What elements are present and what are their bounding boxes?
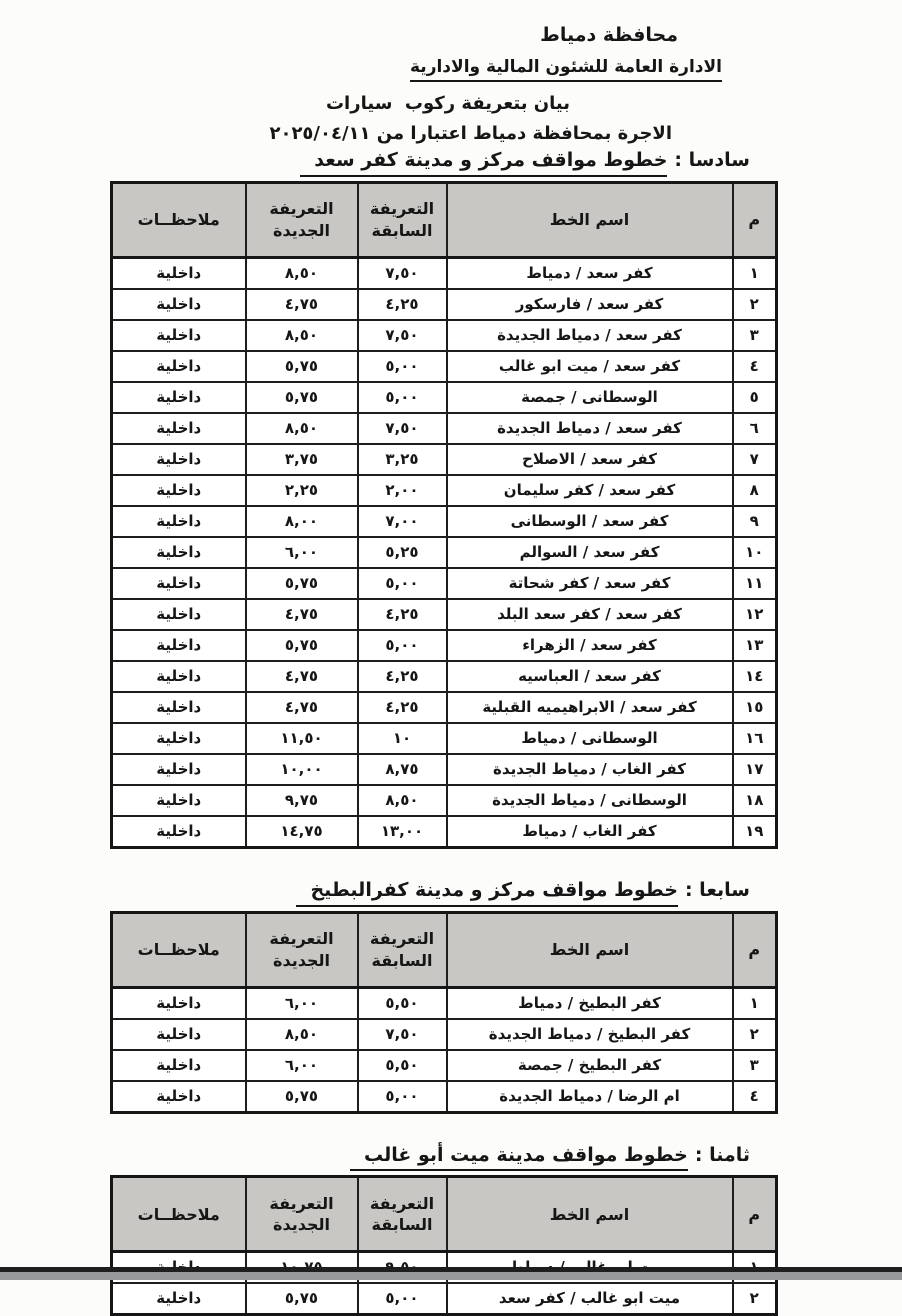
table-row: [112, 661, 777, 692]
column-header-line-name: اسم الخط: [447, 1177, 733, 1252]
section-title-text: خطوط مواقف مركز و مدينة كفر سعد: [300, 149, 667, 177]
cell-previous-tariff: ١٠: [358, 723, 447, 754]
header-label-line: التعريفة: [369, 929, 435, 948]
cell-new-tariff: ٨,٥٠: [246, 413, 358, 444]
cell-new-tariff: ٣,٧٥: [246, 444, 358, 475]
cell-new-tariff: ٥,٧٥: [246, 1283, 358, 1315]
cell-notes: داخلية: [112, 599, 246, 630]
table-row: [112, 413, 777, 444]
header-label-line: التعريفة: [369, 199, 435, 219]
cell-line-name: كفر سعد / الزهراء: [447, 630, 733, 661]
cell-row-number: ١٥: [733, 692, 777, 723]
cell-notes: داخلية: [112, 351, 246, 382]
cell-notes: داخلية: [112, 506, 246, 537]
table-header-row: [112, 182, 777, 257]
cell-notes: داخلية: [112, 1283, 246, 1315]
cell-previous-tariff: ٧,٥٠: [358, 1019, 447, 1050]
cell-row-number: ١٦: [733, 723, 777, 754]
table-row: [112, 506, 777, 537]
table-row: [112, 444, 777, 475]
cell-new-tariff: ٦,٠٠: [246, 987, 358, 1019]
sections: [0, 149, 902, 1316]
cell-row-number: ٤: [733, 351, 777, 382]
cell-row-number: ١٤: [733, 661, 777, 692]
cell-notes: داخلية: [112, 661, 246, 692]
tariff-section: [0, 149, 902, 849]
header-label-line: التعريفة: [369, 1193, 435, 1213]
cell-row-number: ١٨: [733, 785, 777, 816]
cell-line-name: الوسطانى / جمصة: [447, 382, 733, 413]
cell-row-number: ٣: [733, 1050, 777, 1081]
table-row: [112, 568, 777, 599]
table-row: [112, 1019, 777, 1050]
cell-new-tariff: ٤,٧٥: [246, 692, 358, 723]
header-label-line: التعريفة: [269, 1193, 334, 1213]
cell-line-name: كفر سعد / الاصلاح: [447, 444, 733, 475]
section-title: [296, 879, 750, 907]
table-row: [112, 289, 777, 320]
header-label-line: السابقة: [371, 950, 433, 970]
section-title-prefix: ثامنا :: [694, 1143, 750, 1166]
column-header-number: م: [733, 912, 777, 987]
table-row: [112, 692, 777, 723]
section-title: [300, 149, 750, 177]
cell-new-tariff: ٥,٧٥: [246, 382, 358, 413]
header-label-line: الجديدة: [273, 950, 330, 970]
cell-line-name: الوسطانى / دمياط: [447, 723, 733, 754]
cell-previous-tariff: ٥,٠٠: [358, 382, 447, 413]
table-row: [112, 754, 777, 785]
column-header-number: م: [733, 182, 777, 257]
column-header-line-name: اسم الخط: [447, 182, 733, 257]
cell-new-tariff: ٨,٥٠: [246, 257, 358, 289]
column-header-previous-tariff: [358, 1177, 447, 1252]
cell-notes: داخلية: [112, 475, 246, 506]
section-title-text: خطوط مواقف مدينة ميت أبو غالب: [350, 1144, 688, 1172]
table-row: [112, 382, 777, 413]
header-label-line: السابقة: [371, 1215, 433, 1235]
cell-line-name: كفر البطيخ / جمصة: [447, 1050, 733, 1081]
cell-row-number: ١٠: [733, 537, 777, 568]
cell-line-name: كفر سعد / العباسيه: [447, 661, 733, 692]
cell-new-tariff: ٤,٧٥: [246, 289, 358, 320]
cell-notes: داخلية: [112, 1081, 246, 1113]
cell-line-name: كفر البطيخ / دمياط الجديدة: [447, 1019, 733, 1050]
cell-row-number: ٨: [733, 475, 777, 506]
table-row: [112, 1081, 777, 1113]
cell-previous-tariff: ٤,٢٥: [358, 661, 447, 692]
cell-row-number: ١: [733, 257, 777, 289]
cell-row-number: ٥: [733, 382, 777, 413]
cell-row-number: ٩: [733, 506, 777, 537]
document-header: [0, 0, 902, 145]
tariff-table: [110, 911, 778, 1114]
administration-title: الادارة العامة للشئون المالية والادارية: [410, 57, 722, 82]
cell-previous-tariff: ٥,٥٠: [358, 987, 447, 1019]
cell-new-tariff: ٤,٧٥: [246, 599, 358, 630]
cell-row-number: ١٢: [733, 599, 777, 630]
cell-row-number: ٣: [733, 320, 777, 351]
cell-line-name: كفر البطيخ / دمياط: [447, 987, 733, 1019]
cell-notes: داخلية: [112, 320, 246, 351]
header-label-line: الجديدة: [273, 220, 330, 240]
cell-previous-tariff: ٨,٥٠: [358, 785, 447, 816]
cell-line-name: كفر سعد / فارسكور: [447, 289, 733, 320]
table-header-row: [112, 1177, 777, 1252]
cell-notes: داخلية: [112, 1019, 246, 1050]
section-title: [350, 1144, 750, 1172]
cell-line-name: كفر سعد / كفر سليمان: [447, 475, 733, 506]
table-row: [112, 537, 777, 568]
column-header-notes: ملاحظــات: [112, 1177, 246, 1252]
cell-new-tariff: ٥,٧٥: [246, 1081, 358, 1113]
cell-row-number: ٦: [733, 413, 777, 444]
table-body: [112, 1252, 777, 1315]
section-title-text: خطوط مواقف مركز و مدينة كفرالبطيخ: [296, 879, 678, 907]
cell-line-name: كفر سعد / دمياط: [447, 257, 733, 289]
column-header-previous-tariff: [358, 912, 447, 987]
cell-line-name: كفر سعد / السوالم: [447, 537, 733, 568]
section-title-prefix: سابعا :: [684, 878, 750, 901]
table-row: [112, 320, 777, 351]
cell-line-name: كفر سعد / كفر شحاتة: [447, 568, 733, 599]
cell-previous-tariff: ٥,٠٠: [358, 568, 447, 599]
cell-previous-tariff: ٧,٥٠: [358, 413, 447, 444]
tariff-table: [110, 1175, 778, 1316]
table-body: [112, 987, 777, 1112]
scan-edge-shadow: [0, 1267, 902, 1280]
cell-new-tariff: ٥,٧٥: [246, 568, 358, 599]
table-row: [112, 723, 777, 754]
cell-previous-tariff: ٧,٥٠: [358, 320, 447, 351]
cell-previous-tariff: ٨,٧٥: [358, 754, 447, 785]
cell-row-number: ١١: [733, 568, 777, 599]
cell-previous-tariff: ٥,٠٠: [358, 1081, 447, 1113]
cell-new-tariff: ٤,٧٥: [246, 661, 358, 692]
cell-row-number: ١: [733, 987, 777, 1019]
cell-line-name: كفر سعد / الوسطانى: [447, 506, 733, 537]
cell-row-number: ٢: [733, 1019, 777, 1050]
cell-new-tariff: ٥,٧٥: [246, 630, 358, 661]
cell-previous-tariff: ١٣,٠٠: [358, 816, 447, 848]
cell-line-name: كفر الغاب / دمياط الجديدة: [447, 754, 733, 785]
cell-new-tariff: ٦,٠٠: [246, 1050, 358, 1081]
cell-row-number: ٧: [733, 444, 777, 475]
table-row: [112, 785, 777, 816]
effective-date-line: الاجرة بمحافظة دمياط اعتبارا من ٢٠٢٥/٠٤/١١: [269, 122, 672, 144]
cell-new-tariff: ٩,٧٥: [246, 785, 358, 816]
cell-new-tariff: ١٠,٠٠: [246, 754, 358, 785]
cell-notes: داخلية: [112, 630, 246, 661]
header-label-line: التعريفة: [269, 199, 334, 219]
cell-previous-tariff: ٣,٢٥: [358, 444, 447, 475]
cell-new-tariff: ٦,٠٠: [246, 537, 358, 568]
header-label-line: التعريفة: [269, 929, 334, 948]
cell-previous-tariff: ٥,٥٠: [358, 1050, 447, 1081]
cell-new-tariff: ١٤,٧٥: [246, 816, 358, 848]
column-header-number: م: [733, 1177, 777, 1252]
table-row: [112, 475, 777, 506]
cell-line-name: كفر سعد / دمياط الجديدة: [447, 413, 733, 444]
column-header-new-tariff: [246, 912, 358, 987]
cell-notes: داخلية: [112, 987, 246, 1019]
table-row: [112, 599, 777, 630]
cell-previous-tariff: ٥,٢٥: [358, 537, 447, 568]
cell-row-number: ٢: [733, 1283, 777, 1315]
cell-notes: داخلية: [112, 537, 246, 568]
cell-row-number: ٤: [733, 1081, 777, 1113]
cell-row-number: ١٩: [733, 816, 777, 848]
cell-row-number: ٢: [733, 289, 777, 320]
table-row: [112, 630, 777, 661]
cell-line-name: ميت ابو غالب / كفر سعد: [447, 1283, 733, 1315]
table-header-row: [112, 912, 777, 987]
cell-notes: داخلية: [112, 289, 246, 320]
cell-row-number: ١٣: [733, 630, 777, 661]
cell-line-name: كفر سعد / ميت ابو غالب: [447, 351, 733, 382]
cell-notes: داخلية: [112, 754, 246, 785]
column-header-new-tariff: [246, 182, 358, 257]
cell-notes: داخلية: [112, 257, 246, 289]
column-header-notes: ملاحظــات: [112, 912, 246, 987]
cell-notes: داخلية: [112, 816, 246, 848]
cell-new-tariff: ٢,٢٥: [246, 475, 358, 506]
cell-line-name: ام الرضا / دمياط الجديدة: [447, 1081, 733, 1113]
header-label-line: السابقة: [371, 220, 433, 240]
cell-previous-tariff: ٥,٠٠: [358, 630, 447, 661]
cell-new-tariff: ١١,٥٠: [246, 723, 358, 754]
cell-line-name: كفر الغاب / دمياط: [447, 816, 733, 848]
column-header-line-name: اسم الخط: [447, 912, 733, 987]
table-row: [112, 257, 777, 289]
cell-previous-tariff: ٤,٢٥: [358, 692, 447, 723]
cell-line-name: كفر سعد / كفر سعد البلد: [447, 599, 733, 630]
cell-notes: داخلية: [112, 568, 246, 599]
cell-previous-tariff: ٢,٠٠: [358, 475, 447, 506]
cell-new-tariff: ٨,٥٠: [246, 1019, 358, 1050]
column-header-new-tariff: [246, 1177, 358, 1252]
cell-previous-tariff: ٥,٠٠: [358, 1283, 447, 1315]
cell-new-tariff: ٨,٠٠: [246, 506, 358, 537]
table-row: [112, 1283, 777, 1315]
governorate-title: محافظة دمياط: [540, 24, 678, 46]
cell-previous-tariff: ٤,٢٥: [358, 289, 447, 320]
cell-line-name: كفر سعد / الابراهيميه القبلية: [447, 692, 733, 723]
section-title-prefix: سادسا :: [674, 149, 750, 171]
table-body: [112, 257, 777, 847]
cell-previous-tariff: ٧,٠٠: [358, 506, 447, 537]
cell-previous-tariff: ٥,٠٠: [358, 351, 447, 382]
cell-new-tariff: ٥,٧٥: [246, 351, 358, 382]
cell-line-name: الوسطانى / دمياط الجديدة: [447, 785, 733, 816]
table-row: [112, 816, 777, 848]
tariff-section: [0, 1144, 902, 1316]
cell-line-name: كفر سعد / دمياط الجديدة: [447, 320, 733, 351]
cell-previous-tariff: ٧,٥٠: [358, 257, 447, 289]
statement-title: بيان بتعريفة ركوب سيارات: [325, 93, 570, 114]
cell-notes: داخلية: [112, 692, 246, 723]
tariff-table: [110, 181, 778, 849]
cell-previous-tariff: ٤,٢٥: [358, 599, 447, 630]
cell-notes: داخلية: [112, 444, 246, 475]
table-row: [112, 351, 777, 382]
tariff-section: [0, 879, 902, 1114]
cell-notes: داخلية: [112, 785, 246, 816]
cell-notes: داخلية: [112, 723, 246, 754]
cell-new-tariff: ٨,٥٠: [246, 320, 358, 351]
cell-notes: داخلية: [112, 382, 246, 413]
table-row: [112, 987, 777, 1019]
cell-row-number: ١٧: [733, 754, 777, 785]
header-label-line: الجديدة: [273, 1215, 330, 1235]
cell-notes: داخلية: [112, 1050, 246, 1081]
cell-notes: داخلية: [112, 413, 246, 444]
column-header-previous-tariff: [358, 182, 447, 257]
column-header-notes: ملاحظــات: [112, 182, 246, 257]
table-row: [112, 1050, 777, 1081]
